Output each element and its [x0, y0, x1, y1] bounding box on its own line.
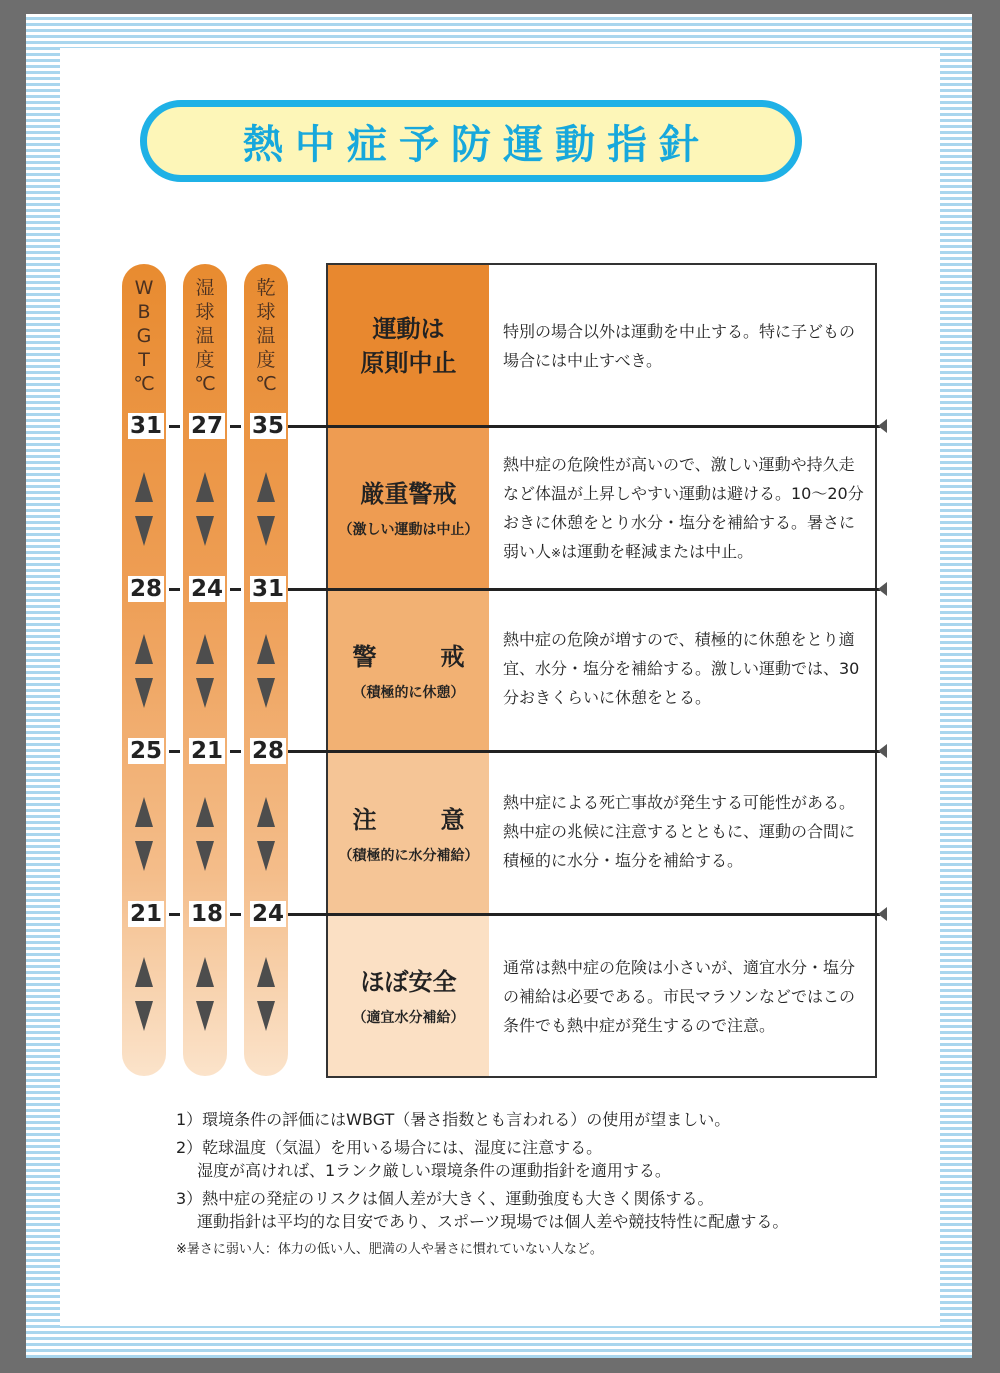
- header-char: 乾: [256, 277, 276, 299]
- level-label-cell: [328, 752, 489, 915]
- note-line: 1）環境条件の評価にはWBGT（暑さ指数とも言われる）の使用が望ましい。: [176, 1110, 731, 1129]
- arrow-up-icon: [135, 634, 153, 664]
- arrow-up-icon: [135, 797, 153, 827]
- threshold-value: 24: [252, 901, 285, 927]
- arrow-down-icon: [257, 841, 275, 871]
- level-label-line2: 原則中止: [360, 348, 457, 377]
- level-row-severe: [328, 426, 875, 589]
- threshold-dash: [169, 588, 180, 591]
- header-char: 度: [195, 349, 215, 371]
- page-title: 熱中症予防運動指針: [243, 121, 711, 168]
- note-line-continued: 湿度が高ければ、1ランク厳しい環境条件の運動指針を適用する。: [197, 1161, 671, 1180]
- title-banner: [140, 100, 802, 182]
- arrow-down-icon: [196, 841, 214, 871]
- threshold-dash: [230, 425, 241, 428]
- threshold-value: 24: [191, 576, 224, 602]
- arrow-up-icon: [257, 472, 275, 502]
- level-row-stop: [328, 265, 875, 426]
- arrow-down-icon: [196, 516, 214, 546]
- threshold-line: [288, 588, 880, 591]
- threshold-value: 28: [130, 576, 163, 602]
- header-char: 球: [195, 301, 215, 323]
- header-char: ℃: [133, 373, 155, 395]
- note-item: [176, 1187, 876, 1233]
- level-sublabel: （積極的に水分補給）: [338, 847, 479, 864]
- level-label: ほぼ安全: [360, 967, 457, 996]
- arrow-up-icon: [257, 634, 275, 664]
- threshold-dash: [230, 750, 241, 753]
- header-char: 温: [195, 325, 215, 347]
- level-label-cell: [328, 426, 489, 589]
- notes-section: [176, 1108, 876, 1257]
- wbgt-column: [122, 264, 166, 1076]
- arrow-down-icon: [257, 678, 275, 708]
- threshold-value: 25: [130, 738, 163, 764]
- note-line: 3）熱中症の発症のリスクは個人差が大きく、運動強度も大きく関係する。: [176, 1189, 714, 1208]
- note-line: 2）乾球温度（気温）を用いる場合には、湿度に注意する。: [176, 1138, 603, 1157]
- arrow-down-icon: [257, 516, 275, 546]
- arrow-up-icon: [196, 797, 214, 827]
- threshold-value: 35: [252, 413, 285, 439]
- arrow-down-icon: [135, 1001, 153, 1031]
- threshold-marker-icon: [878, 582, 887, 596]
- threshold-value: 31: [252, 576, 285, 602]
- arrow-up-icon: [196, 957, 214, 987]
- arrow-up-icon: [135, 472, 153, 502]
- arrow-down-icon: [135, 516, 153, 546]
- level-description: 通常は熱中症の危険は小さいが、適宜水分・塩分の補給は必要である。市民マラソンなどではこの条件でも熱中症が発生するので注意。: [503, 958, 856, 1035]
- threshold-value: 27: [191, 413, 224, 439]
- arrow-down-icon: [196, 678, 214, 708]
- threshold-line: [288, 750, 880, 753]
- threshold-marker-icon: [878, 744, 887, 758]
- arrow-up-icon: [196, 472, 214, 502]
- level-sublabel: （激しい運動は中止）: [338, 521, 479, 538]
- level-label: 注 意: [352, 805, 485, 834]
- arrow-up-icon: [257, 957, 275, 987]
- wbgt-header: [122, 276, 166, 396]
- threshold-value: 31: [130, 413, 163, 439]
- arrow-up-icon: [135, 957, 153, 987]
- header-char: 球: [256, 301, 276, 323]
- level-label-cell: [328, 589, 489, 752]
- desc-text-tail: は運動を軽減または中止。: [561, 542, 754, 561]
- threshold-line: [288, 913, 880, 916]
- level-sublabel: （適宜水分補給）: [352, 1009, 465, 1026]
- header-char: ℃: [194, 373, 216, 395]
- note-item: [176, 1136, 876, 1182]
- threshold-dash: [230, 588, 241, 591]
- desc-text: 熱中症の危険性が高いので、激しい運動や持久走など体温が上昇しやすい運動は避ける。10〜20分おきに休憩をとり水分・塩分を補給する。暑さに弱い人: [503, 455, 864, 561]
- level-description: 熱中症による死亡事故が発生する可能性がある。熱中症の兆候に注意するとともに、運動の合間に積極的に水分・塩分を補給する。: [503, 793, 856, 870]
- threshold-value: 18: [191, 901, 224, 927]
- wet-bulb-header: [183, 276, 227, 396]
- threshold-line: [288, 425, 880, 428]
- header-char: 度: [256, 349, 276, 371]
- guideline-table: [326, 263, 877, 1078]
- threshold-dash: [169, 913, 180, 916]
- threshold-marker-icon: [878, 907, 887, 921]
- arrow-down-icon: [135, 841, 153, 871]
- arrow-down-icon: [257, 1001, 275, 1031]
- threshold-value: 21: [191, 738, 224, 764]
- header-char: T: [138, 349, 150, 371]
- header-char: G: [136, 325, 152, 347]
- header-char: 温: [256, 325, 276, 347]
- level-description: 特別の場合以外は運動を中止する。特に子どもの場合には中止すべき。: [503, 322, 856, 370]
- header-char: W: [134, 277, 154, 299]
- threshold-value: 21: [130, 901, 163, 927]
- note-item: [176, 1108, 876, 1131]
- threshold-marker-icon: [878, 419, 887, 433]
- header-char: ℃: [255, 373, 277, 395]
- level-label: 運動は: [372, 314, 445, 343]
- header-char: B: [137, 301, 151, 323]
- wet-bulb-column: [183, 264, 227, 1076]
- level-label-cell: [328, 915, 489, 1076]
- threshold-dash: [169, 425, 180, 428]
- level-row-safe: [328, 915, 875, 1076]
- level-label: 厳重警戒: [360, 479, 457, 508]
- level-label: 警 戒: [352, 642, 485, 671]
- footnote: ※暑さに弱い人：体力の低い人、肥満の人や暑さに慣れていない人など。: [176, 1242, 603, 1257]
- level-description: 熱中症の危険が増すので、積極的に休憩をとり適宜、水分・塩分を補給する。激しい運動では、30分おきくらいに休憩をとる。: [503, 630, 860, 707]
- arrow-up-icon: [257, 797, 275, 827]
- level-row-caution: [328, 752, 875, 915]
- level-label-cell: [328, 265, 489, 426]
- level-sublabel: （積極的に休憩）: [352, 684, 465, 701]
- threshold-value: 28: [252, 738, 285, 764]
- dry-bulb-column: [244, 264, 288, 1076]
- note-line-continued: 運動指針は平均的な目安であり、スポーツ現場では個人差や競技特性に配慮する。: [197, 1212, 789, 1231]
- level-description: [503, 450, 865, 568]
- desc-footnote-mark: ※: [551, 546, 562, 560]
- arrow-down-icon: [135, 678, 153, 708]
- level-row-warning: [328, 589, 875, 752]
- dry-bulb-header: [244, 276, 288, 396]
- threshold-dash: [169, 750, 180, 753]
- threshold-dash: [230, 913, 241, 916]
- arrow-down-icon: [196, 1001, 214, 1031]
- arrow-up-icon: [196, 634, 214, 664]
- header-char: 湿: [195, 277, 215, 299]
